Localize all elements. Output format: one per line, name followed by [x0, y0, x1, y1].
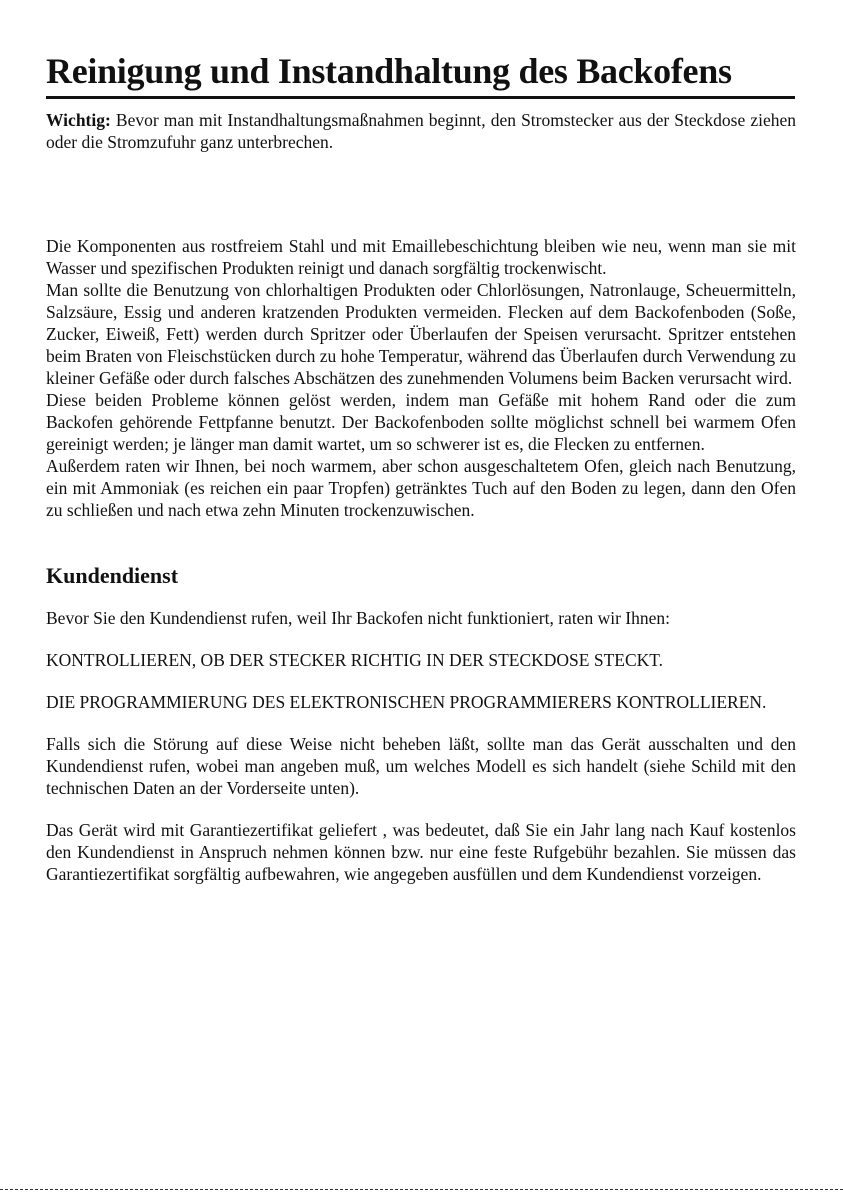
service-check-plug: KONTROLLIEREN, OB DER STECKER RICHTIG IN DER STECKDOSE STECKT. [46, 650, 664, 670]
cleaning-paragraph: Die Komponenten aus rostfreiem Stahl und mit Emaillebeschichtung bleiben wie neu, wenn man sie mit Wasser und spezifischen Produkten reinigt und danach sorgfältig trockenwischt. [46, 236, 796, 278]
intro-notice [46, 109, 796, 153]
cleaning-section [46, 235, 796, 521]
service-lead: Bevor Sie den Kundendienst rufen, weil Ihr Backofen nicht funktioniert, raten wir Ihnen: [46, 608, 670, 628]
intro-label: Wichtig: [46, 110, 111, 130]
intro-text: Bevor man mit Instandhaltungsmaßnahmen beginnt, den Stromstecker aus der Steckdose ziehen oder die Stromzufuhr ganz unterbrechen. [46, 110, 797, 152]
title-rule [46, 96, 795, 99]
section-heading-kundendienst: Kundendienst [46, 563, 179, 588]
service-paragraph: Falls sich die Störung auf diese Weise nicht beheben läßt, sollte man das Gerät ausschalten und den Kundendienst rufen, wobei man angeben muß, um welches Modell es sich handelt (siehe Schild mit den technischen Daten an der Vorderseite unten). [46, 734, 796, 798]
page-bottom-border [0, 1189, 843, 1190]
service-paragraph: Das Gerät wird mit Garantiezertifikat geliefert , was bedeutet, daß Sie ein Jahr lang nach Kauf kostenlos den Kundendienst in Anspruch nehmen können bzw. nur eine feste Rufgebühr bezahlen. Sie müssen das Garantiezertifikat sorgfältig aufbewahren, wie angegeben ausfüllen und dem Kundendienst vorzeigen. [46, 820, 796, 884]
cleaning-paragraph: Diese beiden Probleme können gelöst werden, indem man Gefäße mit hohem Rand oder die zum Backofen gehörende Fettpfanne benutzt. Der Backofenboden sollte möglichst schnell bei warmem Ofen gereinigt werden; je länger man damit wartet, um so schwerer ist es, die Flecken zu entfernen. [46, 390, 796, 454]
cleaning-paragraph: Außerdem raten wir Ihnen, bei noch warmem, aber schon ausgeschaltetem Ofen, gleich nach Benutzung, ein mit Ammoniak (es reichen ein paar Tropfen) getränktes Tuch auf den Boden zu legen, dann den Ofen zu schließen und nach etwa zehn Minuten trockenzuwischen. [46, 456, 796, 520]
document-page [46, 50, 796, 885]
cleaning-paragraph: Man sollte die Benutzung von chlorhaltigen Produkten oder Chlorlösungen, Natronlauge, Scheuermitteln, Salzsäure, Essig und anderen kratzenden Produkten vermeiden. Flecken auf dem Backofenboden (Soße, Zucker, Eiweiß, Fett) werden durch Spritzer oder Überlaufen der Speisen verursacht. Spritzer entstehen beim Braten von Fleischstücken durch zu hohe Temperatur, während das Überlaufen durch Verwendung zu kleiner Gefäße oder durch falsches Abschätzen des zunehmenden Volumens beim Backen verursacht wird. [46, 280, 796, 388]
service-check-programming: DIE PROGRAMMIERUNG DES ELEKTRONISCHEN PROGRAMMIERERS KONTROLLIEREN. [46, 692, 767, 712]
page-title: Reinigung und Instandhaltung des Backofens [46, 51, 732, 91]
